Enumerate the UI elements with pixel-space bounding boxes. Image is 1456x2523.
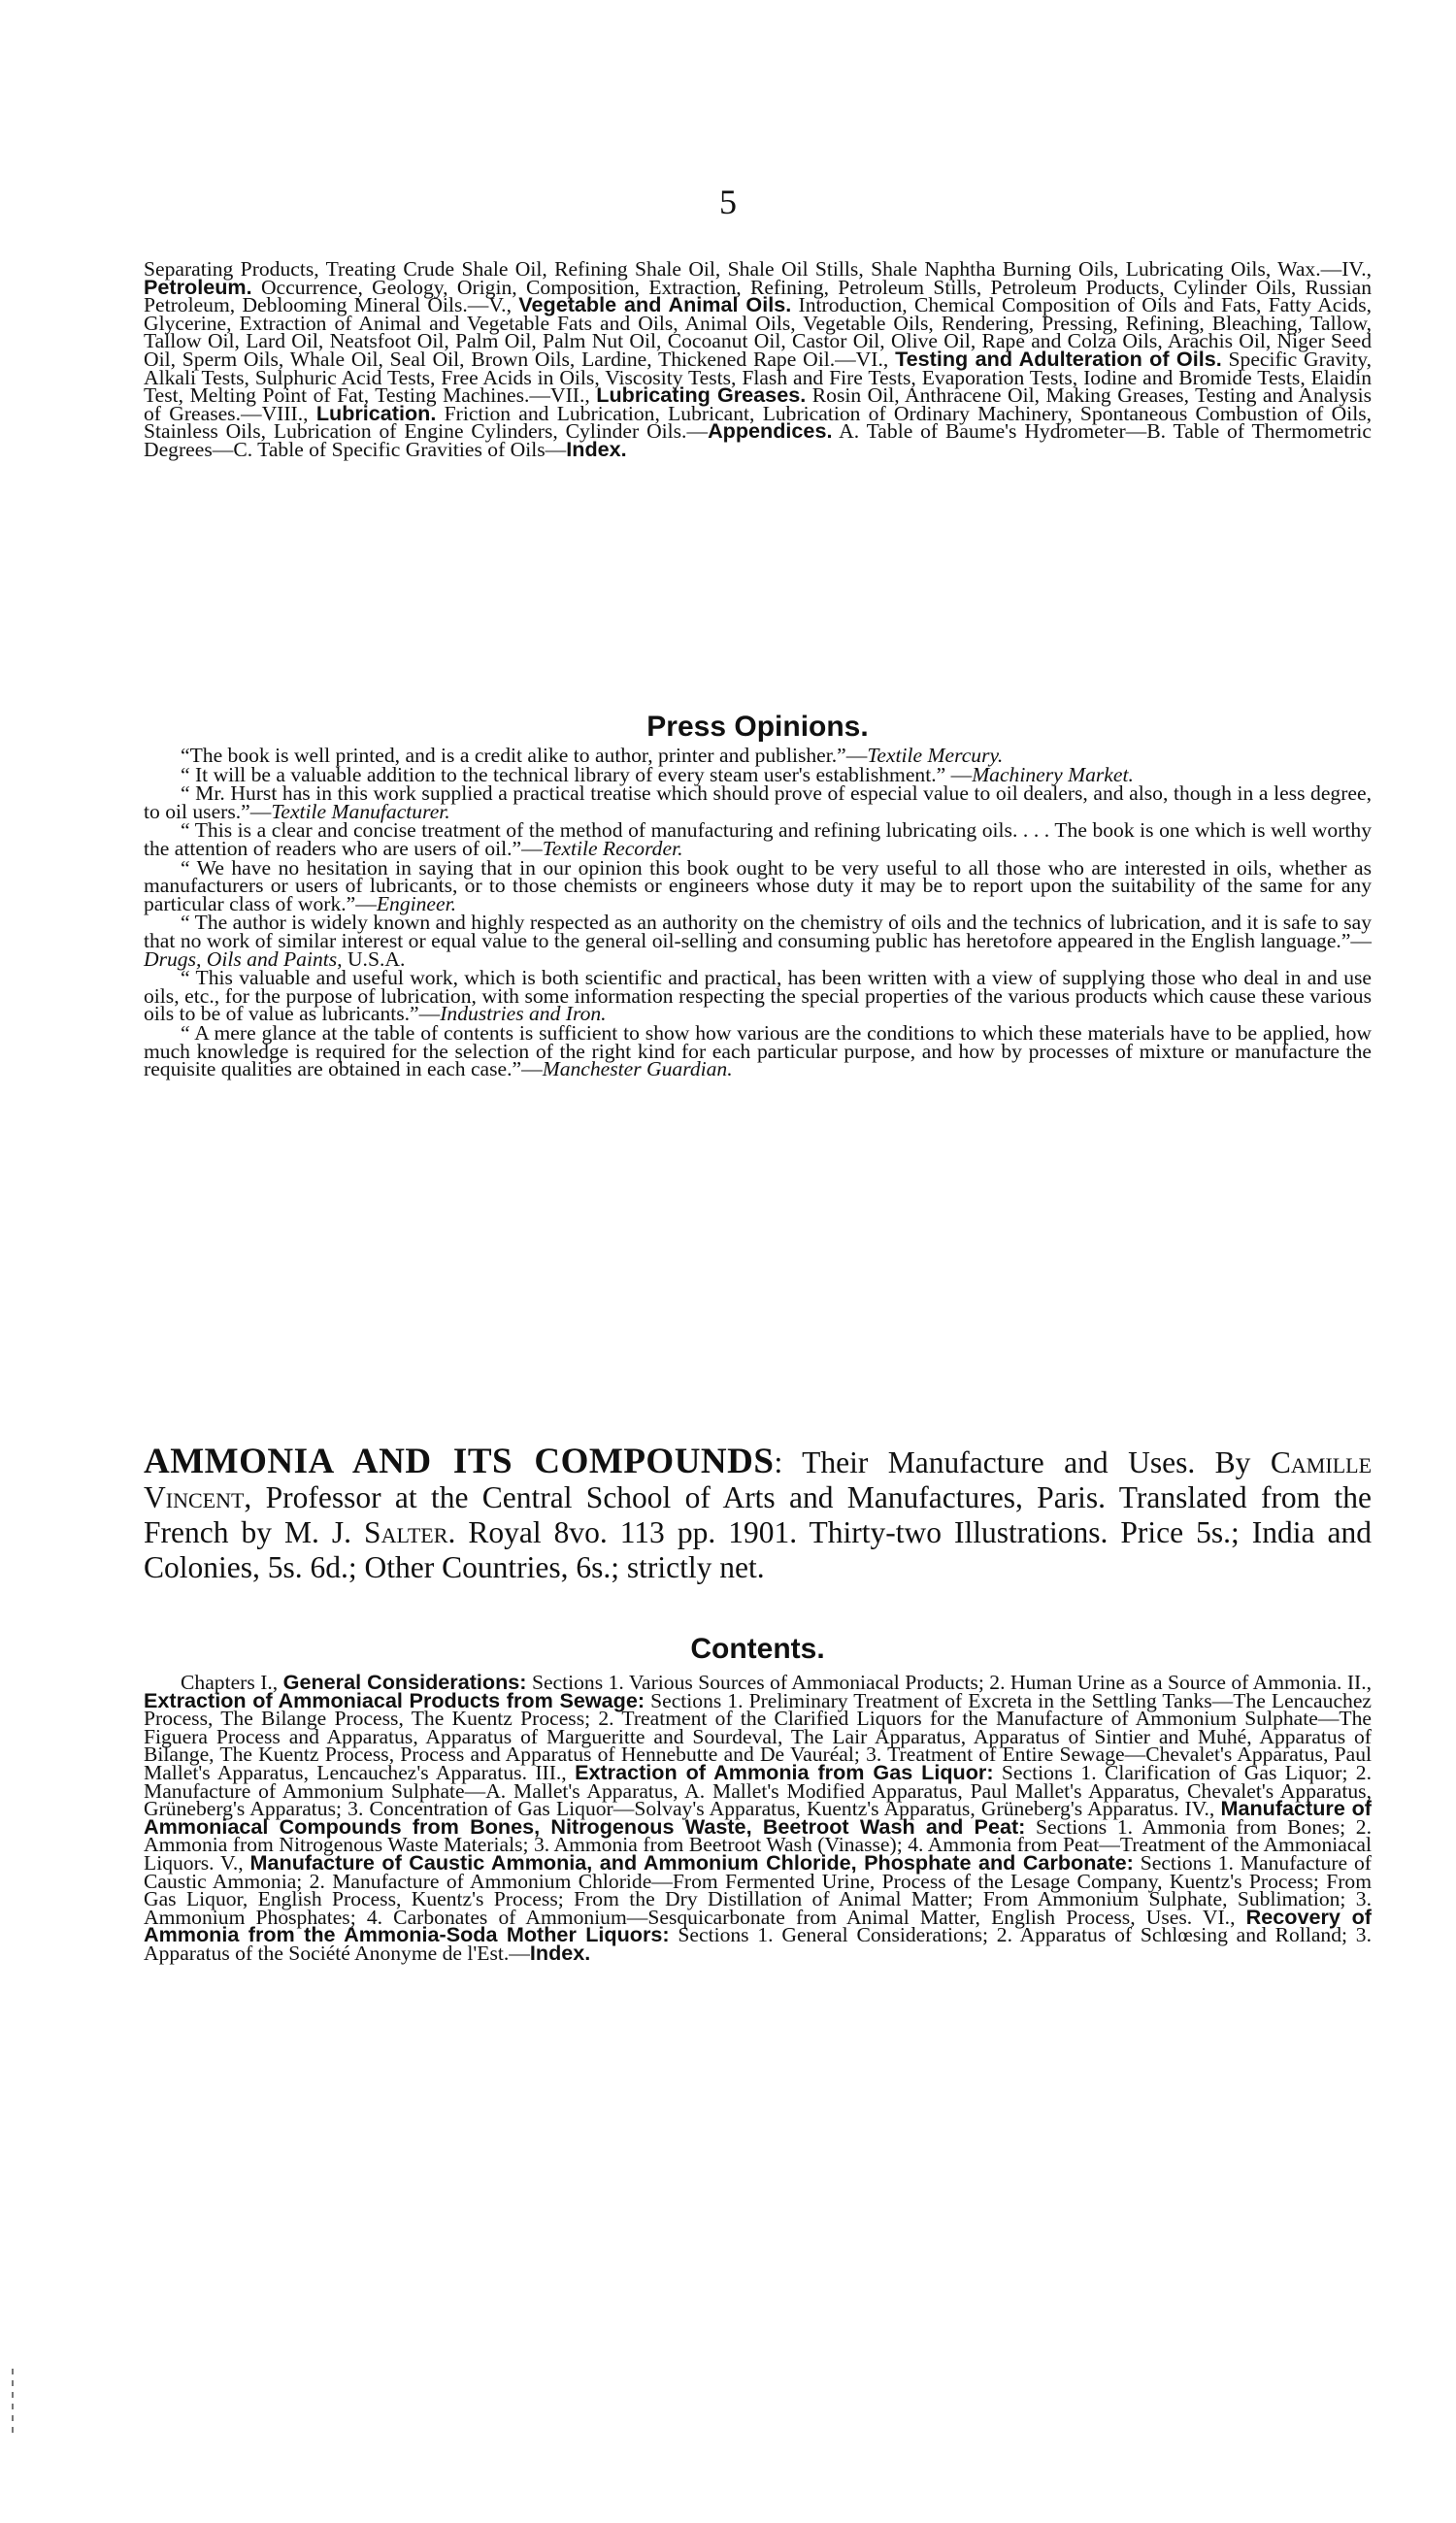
opinion-source: Textile Recorder. xyxy=(542,836,683,860)
chapter-title: Recovery of Ammonia from the Ammonia-Soda Mother Liquors: xyxy=(144,1904,1373,1947)
contents-text: Separating Products, Treating Crude Shale Oil, Refining Shale Oil, Shale Oil Stills, Shale Naphtha Burning Oils, Lubricating Oils, Wax.—IV., xyxy=(144,257,1372,281)
contents-text: Rosin Oil, Anthracene Oil, Making Greases, Testing and Analysis of Greases.—VIII., xyxy=(144,383,1372,425)
contents-text: Sections 1. Various Sources of Ammoniacal Products; 2. Human Urine as a Source of Ammonia. II., xyxy=(531,1671,1373,1694)
contents-text: Sections 1. Manufacture of Caustic Ammonia; 2. Manufacture of Ammonium Chloride—From Fermented Urine, Process of the Lesage Company, Kuentz's Process; From Gas Liquor, English Process, Kuentz's Process; From the Dry Distillation of Animal Matter; From Ammonium Sulphate, Sublimation; 3. Ammonium Phosphates; 4. Carbonates of Ammonium—Sesquicarbonate from Animal Matter, English Process, Uses. VI., xyxy=(144,1850,1372,1929)
chapter-title-vegetable-oils: Vegetable and Animal Oils. xyxy=(518,292,792,317)
opinion-quote: “ This valuable and useful work, which is both scientific and practical, has been written with a view of supplying those who deal in and use oils, etc., for the purpose of lubrication, with some information respecting the special properties of the various products which cause these various oils to be of value as lubricants.”— xyxy=(144,966,1372,1026)
opinion-quote: “ Mr. Hurst has in this work supplied a practical treatise which should prove of especial value to oil dealers, and also, though in a less degree, to oil users.”— xyxy=(144,781,1372,823)
chapter-title: Manufacture of Caustic Ammonia, and Ammonium Chloride, Phosphate and Carbonate: xyxy=(249,1849,1134,1875)
chapter-title-testing: Testing and Adulteration of Oils. xyxy=(895,346,1222,371)
opinion-quote: “ The author is widely known and highly respected as an authority on the chemistry of oils and the technics of lubrication, and it is safe to say that no work of similar interest or equal value to the general oil-selling and consuming public has heretofore appeared in the English language.”— xyxy=(144,911,1372,952)
book-subtitle: : Their Manufacture and Uses. By xyxy=(774,1445,1251,1479)
press-opinion xyxy=(144,966,1372,1026)
contents-text: Chapters I., xyxy=(181,1671,279,1694)
lubricating-oils-contents xyxy=(144,257,1373,461)
press-opinion xyxy=(144,781,1372,823)
book-title-block xyxy=(144,1444,1372,1585)
ammonia-contents-paragraph xyxy=(144,1670,1373,1965)
contents-text: Occurrence, Geology, Origin, Composition, Extraction, Refining, Petroleum Stills, Petroleum Products, Cylinder Oils, Russian Petroleum, Deblooming Mineral Oils.—V., xyxy=(144,275,1372,317)
contents-text: Sections 1. General Considerations; 2. Apparatus of Schlœsing and Rolland; 3. Apparatus of the Société Anonyme de l'Est.— xyxy=(144,1923,1372,1965)
chapter-title-lubrication: Lubrication. xyxy=(315,400,437,425)
opinion-source: Drugs, Oils and Paints, xyxy=(144,946,343,971)
press-opinion xyxy=(144,911,1372,971)
press-opinion xyxy=(144,1020,1372,1081)
opinion-source: Manchester Guardian. xyxy=(542,1057,733,1081)
margin-scan-mark xyxy=(12,2369,14,2437)
chapter-title: Extraction of Ammoniacal Products from Sewage: xyxy=(144,1687,645,1712)
contents-heading: Contents. xyxy=(690,1633,825,1665)
book-price-details: . Royal 8vo. 113 pp. 1901. Thirty-two Illustrations. Price 5s.; India and Colonies, 5s. 6d.; Other Countries, 6s.; strictly net. xyxy=(144,1515,1372,1584)
book-author: Camille Vincent xyxy=(144,1445,1373,1514)
opinion-quote: “ We have no hesitation in saying that in our opinion this book ought to be very useful to all those who are interested in oils, whether as manufacturers or users of lubricants, or to those chemists or engineers whose duty it may be to report upon the suitability of the same for any particular class of work.”— xyxy=(144,855,1372,915)
opinion-quote: “ It will be a valuable addition to the technical library of every steam user's establishment.” — xyxy=(181,762,973,786)
chapter-title-appendices: Appendices. xyxy=(708,418,833,444)
opinion-source: Textile Manufacturer. xyxy=(271,799,450,823)
opinion-source: Textile Mercury. xyxy=(867,744,1004,767)
contents-text: Specific Gravity, Alkali Tests, Sulphuric Acid Tests, Free Acids in Oils, Viscosity Tests, Flash and Fire Tests, Evaporation Tests, Iodine and Bromide Tests, Elaidin Test, Melting Point of Fat, Testing Machines.—VII., xyxy=(144,347,1373,408)
contents-text: Introduction, Chemical Composition of Oils and Fats, Fatty Acids, Glycerine, Extraction of Animal and Vegetable Fats and Oils, Animal Oils, Vegetable Oils, Rendering, Pressing, Refining, Bleaching, Tallow, Tallow Oil, Lard Oil, Neatsfoot Oil, Palm Oil, Palm Nut Oil, Cocoanut Oil, Castor Oil, Olive Oil, Rape and Colza Oils, Arachis Oil, Niger Seed Oil, Sperm Oils, Whale Oil, Seal Oil, Brown Oils, Lardine, Thickened Rape Oil.—VI., xyxy=(144,293,1372,371)
opinion-quote: “ This is a clear and concise treatment of the method of manufacturing and refining lubricating oils. . . . The book is one which is well worthy the attention of readers who are users of oil.”— xyxy=(144,818,1372,860)
opinion-source: Industries and Iron. xyxy=(440,1002,607,1026)
page-number: 5 xyxy=(719,183,737,221)
book-title: AMMONIA AND ITS COMPOUNDS xyxy=(144,1442,775,1481)
contents-text: Friction and Lubrication, Lubricant, Lubrication of Ordinary Machinery, Spontaneous Combustion of Oils, Stainless Oils, Lubrication of Engine Cylinders, Cylinder Oils.— xyxy=(144,401,1373,444)
press-opinions-section xyxy=(144,709,1372,1079)
book-translator: Salter xyxy=(364,1515,448,1549)
contents-paragraph xyxy=(144,257,1373,461)
opinion-quote: “The book is well printed, and is a credit alike to author, printer and publisher.”— xyxy=(181,744,868,767)
book-description: , Professor at the Central School of Arts and Manufactures, Paris. Translated from the French by M. J. xyxy=(144,1480,1372,1549)
press-opinions-list xyxy=(144,744,1372,1081)
opinion-source: Engineer. xyxy=(376,891,457,915)
ammonia-contents-section xyxy=(144,1631,1372,1963)
press-opinion xyxy=(144,818,1372,860)
chapter-title: Extraction of Ammonia from Gas Liquor: xyxy=(575,1759,994,1784)
contents-text: Sections 1. Ammonia from Bones; 2. Ammonia from Nitrogenous Waste Materials; 3. Ammonia from Beetroot Wash (Vinasse); 4. Ammonia from Peat—Treatment of the Ammoniacal Liquors. V., xyxy=(144,1814,1372,1875)
chapter-title-greases: Lubricating Greases. xyxy=(596,382,807,408)
opinion-quote: “ A mere glance at the table of contents is sufficient to show how various are the conditions to which these materials have to be applied, how much knowledge is required for the selection of the right kind for each particular purpose, and how by processes of mixture or manufacture the requisite qualities are obtained in each case.”— xyxy=(144,1020,1372,1081)
press-opinions-heading: Press Opinions. xyxy=(646,711,869,743)
opinion-source-suffix: U.S.A. xyxy=(342,946,406,971)
chapter-title: Manufacture of Ammoniacal Compounds from Bones, Nitrogenous Waste, Beetroot Wash and Peat: xyxy=(144,1796,1372,1839)
opinion-source: Machinery Market. xyxy=(972,762,1134,786)
chapter-title-petroleum: Petroleum. xyxy=(144,274,252,299)
contents-text: Sections 1. Clarification of Gas Liquor; 2. Manufacture of Ammonium Sulphate—A. Mallet's Apparatus, A. Mallet's Modified Apparatus, Paul Mallet's Apparatus, Chevalet's Apparatus, Grüneberg's Apparatus; 3. Concentration of Gas Liquor—Solvay's Apparatus, Kuentz's Apparatus, Grüneberg's Apparatus. IV., xyxy=(144,1760,1373,1821)
chapter-title-index: Index. xyxy=(529,1940,591,1965)
contents-text: Sections 1. Preliminary Treatment of Excreta in the Settling Tanks—The Lencauchez Process, The Bilange Process, The Kuentz Process; 2. Treatment of the Clarified Liquors for the Manufacture of Ammonium Sulphate—The Figuera Process and Apparatus, Apparatus of Margueritte and Sourdeval, The Lair Apparatus, Apparatus of Sintier and Muhé, Apparatus of Bilange, The Kuentz Process, Process and Apparatus of Hennebutte and De Vauréal; 3. Treatment of Entire Sewage—Chevalet's Apparatus, Paul Mallet's Apparatus, Lencauchez's Apparatus. III., xyxy=(144,1688,1372,1784)
press-opinion xyxy=(144,855,1372,915)
contents-text: A. Table of Baume's Hydrometer—B. Table of Thermometric Degrees—C. Table of Specific Gravities of Oils— xyxy=(144,419,1373,461)
ammonia-book-entry xyxy=(144,1444,1372,1585)
chapter-title-index: Index. xyxy=(566,436,627,461)
chapter-title: General Considerations: xyxy=(282,1670,527,1694)
